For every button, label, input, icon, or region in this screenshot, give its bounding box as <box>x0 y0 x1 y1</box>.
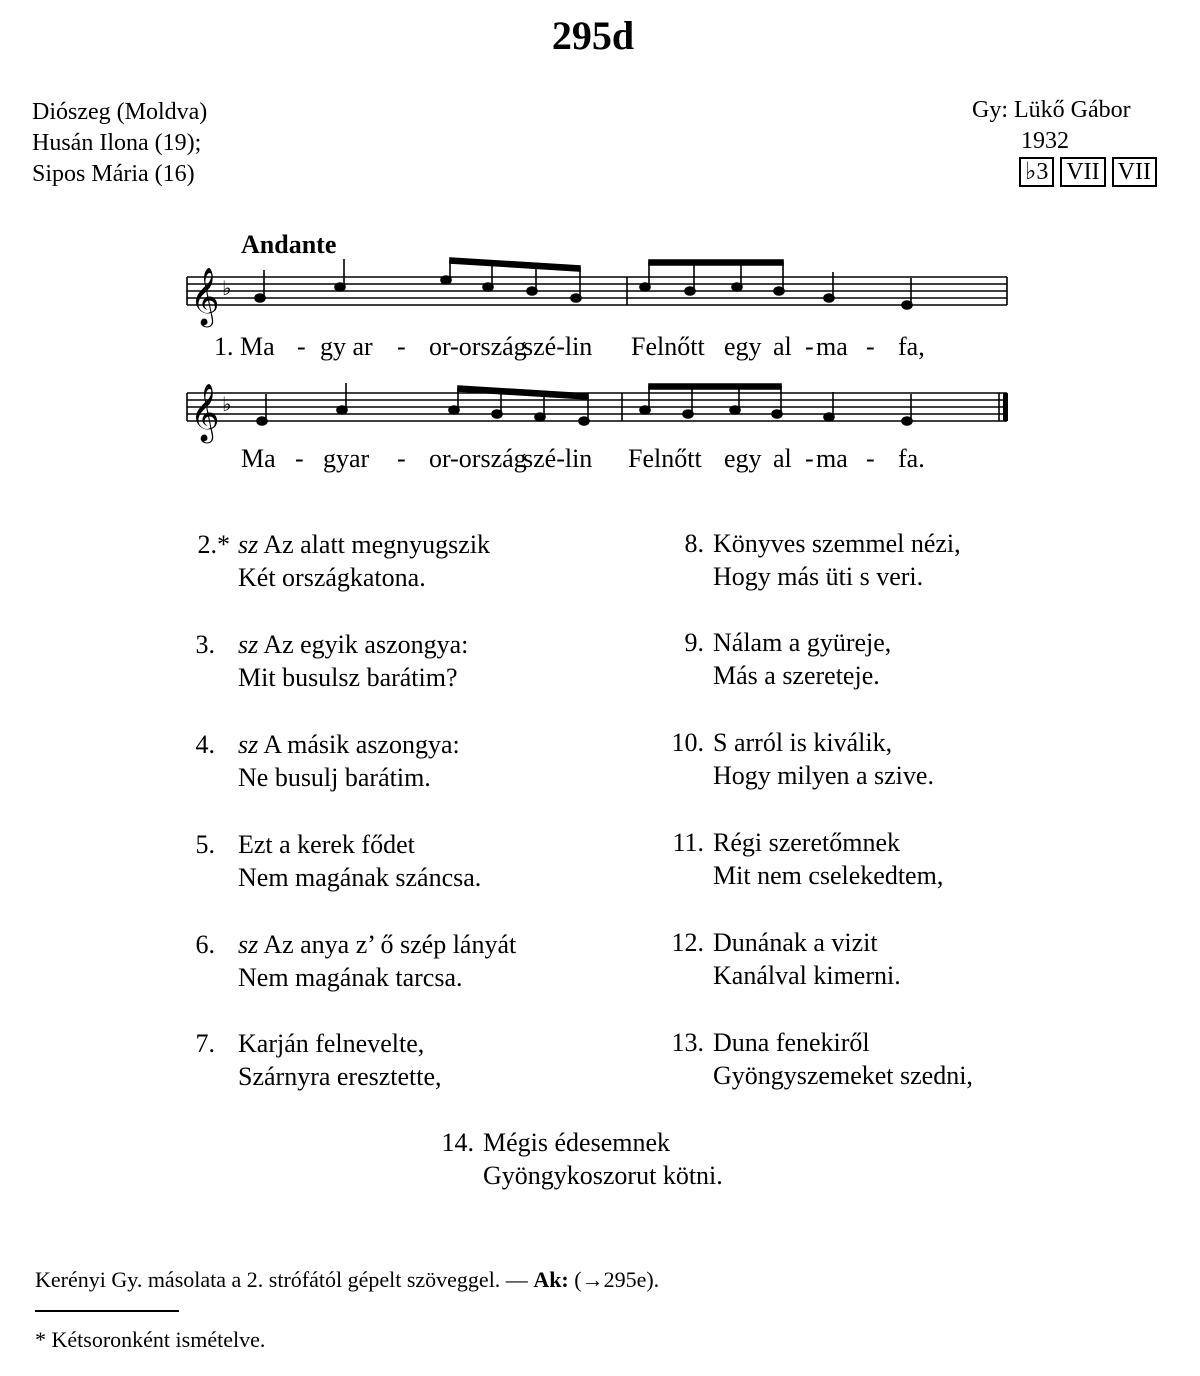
verse-number: 2.* <box>197 530 230 559</box>
lyric-hyphen: - <box>805 332 814 361</box>
verse-item <box>600 926 1200 996</box>
verse-number: 6. <box>195 930 215 959</box>
verse-item <box>0 628 600 698</box>
lyric-hyphen: - <box>805 444 814 473</box>
verse-line: Gyöngykoszorut kötni. <box>483 1161 723 1190</box>
classification-box-3: VII <box>1112 157 1157 187</box>
verse-item <box>600 527 1200 597</box>
verse-item <box>0 828 600 898</box>
staff-1-clef <box>190 267 231 328</box>
lyric-syllable: al <box>773 444 792 473</box>
verse-line: Hogy más üti s veri. <box>713 562 924 591</box>
lyric-hyphen: - <box>866 444 875 473</box>
verse-line: Mégis édesemnek <box>483 1128 671 1157</box>
svg-text:♭: ♭ <box>222 276 232 300</box>
verse-number: 5. <box>195 830 215 859</box>
lyric-hyphen: - <box>297 332 306 361</box>
verse-line: Ezt a kerek fődet <box>238 830 415 859</box>
source-note-ref: (→295e). <box>568 1267 660 1292</box>
collector-name: Gy: Lükő Gábor <box>972 97 1131 123</box>
verse-number: 12. <box>671 928 704 957</box>
lyric-hyphen: - <box>295 444 304 473</box>
lyric-syllable: 1. Ma <box>214 332 275 361</box>
lyric-syllable: gy ar <box>320 332 373 361</box>
staff-2-clef <box>190 383 231 444</box>
lyric-syllable: al <box>773 332 792 361</box>
source-note <box>35 1267 659 1293</box>
verse-mark: sz <box>238 730 259 759</box>
verse-item <box>600 1026 1200 1096</box>
verse-number: 4. <box>195 730 215 759</box>
source-note-text: Kerényi Gy. másolata a 2. strófától gépelt szöveggel. — <box>35 1267 534 1292</box>
footnote: * Kétsoronként ismételve. <box>35 1327 266 1352</box>
verse-line: Kanálval kimerni. <box>713 961 901 990</box>
verse-line: Szárnyra eresztette, <box>238 1062 442 1091</box>
lyric-syllable: or-ország <box>429 444 527 473</box>
staff-2 <box>187 393 1007 421</box>
verse-item <box>600 726 1200 796</box>
source-singer-2: Sipos Mária (16) <box>32 161 195 187</box>
source-singer-1: Husán Ilona (19); <box>32 130 202 156</box>
classification-box-1: ♭3 <box>1019 157 1054 187</box>
staff-1 <box>187 277 1007 305</box>
verse-item <box>0 728 600 798</box>
verse-line: Hogy milyen a szive. <box>713 761 934 790</box>
verse-item <box>0 1126 1200 1196</box>
lyric-hyphen: - <box>866 332 875 361</box>
verse-line: Mit nem cselekedtem, <box>713 861 944 890</box>
verse-line: Könyves szemmel nézi, <box>713 529 961 558</box>
verse-line: Mit busulsz barátim? <box>238 663 458 692</box>
verse-line: Ne busulj barátim. <box>238 763 431 792</box>
verse-mark: sz <box>238 930 259 959</box>
lyric-syllable: fa, <box>898 332 925 361</box>
classification-box-2: VII <box>1060 157 1105 187</box>
source-note-label: Ak: <box>533 1267 569 1292</box>
verse-line: Nem magának száncsa. <box>238 863 482 892</box>
verse-number: 11. <box>672 828 704 857</box>
svg-text:𝄞: 𝄞 <box>190 267 220 325</box>
verse-line: Nem magának tarcsa. <box>238 963 463 992</box>
lyric-syllable: or-ország <box>429 332 527 361</box>
verse-line: Karján felnevelte, <box>238 1029 425 1058</box>
verse-line: Duna fenekiről <box>713 1028 870 1057</box>
verse-number: 8. <box>684 529 704 558</box>
verse-number: 7. <box>195 1029 215 1058</box>
staff-2-notes <box>257 383 912 425</box>
verse-item <box>0 928 600 998</box>
source-place: Diószeg (Moldva) <box>32 99 208 125</box>
collection-year: 1932 <box>1021 128 1069 154</box>
verse-line: Gyöngyszemeket szedni, <box>713 1061 973 1090</box>
lyric-syllable: szé-lin <box>523 332 593 361</box>
verse-line: Az anya z’ ő szép lányát <box>263 930 517 959</box>
verse-number: 3. <box>195 630 215 659</box>
verse-item <box>600 626 1200 696</box>
lyric-syllable: Felnőtt <box>628 444 702 473</box>
verse-line: Nálam a gyüreje, <box>713 628 892 657</box>
verse-item <box>0 1027 600 1097</box>
lyric-syllable: szé-lin <box>523 444 593 473</box>
verse-item <box>600 826 1200 896</box>
verse-line: Az alatt megnyugszik <box>263 530 491 559</box>
lyric-syllable: fa. <box>898 444 925 473</box>
verse-mark: sz <box>238 630 259 659</box>
verse-line: Dunának a vizit <box>713 928 878 957</box>
final-barline <box>1003 393 1008 421</box>
verse-line: Két országkatona. <box>238 563 426 592</box>
verse-number: 10. <box>671 728 704 757</box>
verse-item <box>0 528 600 598</box>
verse-number: 14. <box>441 1128 474 1157</box>
lyric-syllable: Felnőtt <box>631 332 705 361</box>
verse-line: A másik aszongya: <box>263 730 460 759</box>
lyric-syllable: egy <box>724 444 762 473</box>
verse-line: S arról is kiválik, <box>713 728 893 757</box>
lyric-syllable: ma <box>816 332 848 361</box>
tempo-marking: Andante <box>241 230 337 259</box>
svg-text:♭: ♭ <box>222 392 232 416</box>
verse-line: Az egyik aszongya: <box>263 630 469 659</box>
lyric-syllable: gyar <box>323 444 370 473</box>
verse-number: 9. <box>684 628 704 657</box>
verse-line: Régi szeretőmnek <box>713 828 900 857</box>
footnote-divider <box>35 1310 179 1312</box>
lyric-hyphen: - <box>397 332 406 361</box>
page-title: 295d <box>551 13 635 58</box>
verse-mark: sz <box>238 530 259 559</box>
lyric-syllable: egy <box>724 332 762 361</box>
lyric-syllable: ma <box>816 444 848 473</box>
lyric-hyphen: - <box>397 444 406 473</box>
music-notation <box>0 0 1200 500</box>
lyric-syllable: Ma <box>241 444 276 473</box>
svg-text:𝄞: 𝄞 <box>190 383 220 441</box>
verse-number: 13. <box>671 1028 704 1057</box>
verse-line: Más a szereteje. <box>713 661 880 690</box>
